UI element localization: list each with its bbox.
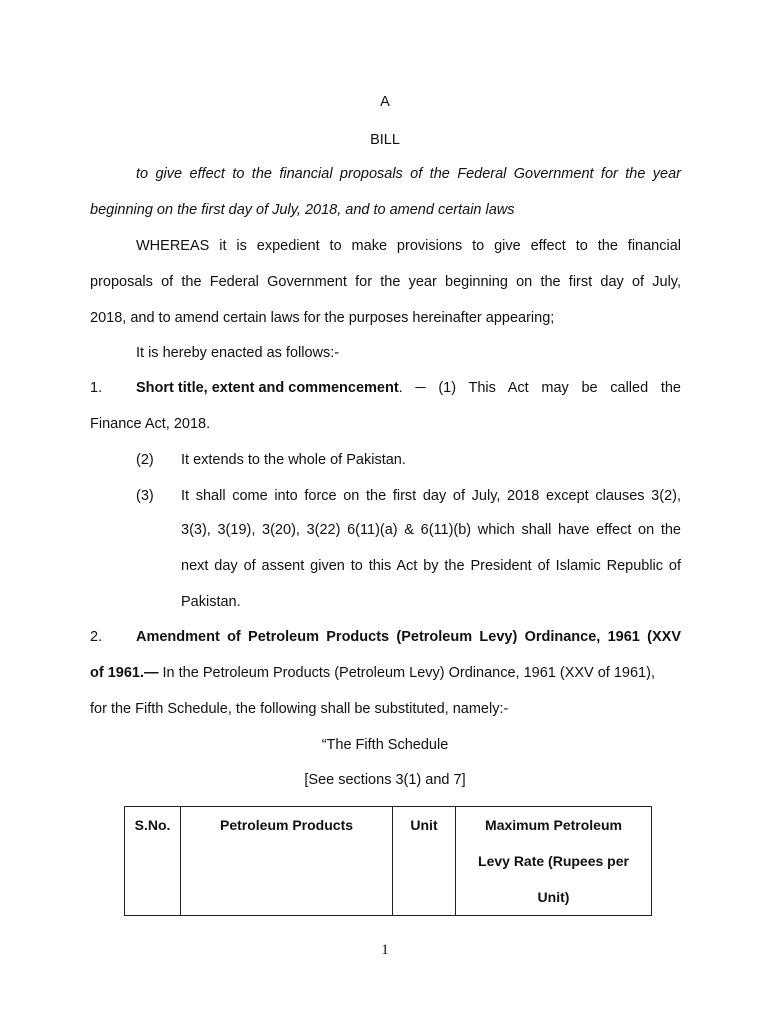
subsection-2-text: It extends to the whole of Pakistan. bbox=[181, 452, 406, 468]
schedule-title: “The Fifth Schedule bbox=[321, 737, 449, 753]
section-2-line-2 bbox=[90, 665, 655, 681]
schedule-reference: [See sections 3(1) and 7] bbox=[304, 772, 466, 788]
section-2-number: 2. bbox=[90, 629, 103, 645]
section-1-title: Short title, extent and commencement bbox=[136, 380, 399, 396]
section-1-line-2: Finance Act, 2018. bbox=[90, 416, 211, 432]
purpose-line-1: to give effect to the financial proposals of the Federal Government for the year bbox=[136, 166, 681, 182]
section-1-number: 1. bbox=[90, 380, 103, 396]
header-levy-rate-line-1: Maximum Petroleum bbox=[485, 817, 622, 833]
header-levy-rate-line-3: Unit) bbox=[537, 889, 570, 905]
header-unit: Unit bbox=[393, 807, 456, 916]
heading-a: A bbox=[380, 94, 390, 110]
section-1-heading-line bbox=[136, 380, 681, 396]
section-1-text: . ─ (1) This Act may be called the bbox=[398, 380, 681, 396]
header-levy-rate-line-2: Levy Rate (Rupees per bbox=[478, 853, 629, 869]
subsection-3-number: (3) bbox=[136, 488, 154, 504]
subsection-3-line-1: It shall come into force on the first day of July, 2018 except clauses 3(2), bbox=[181, 488, 681, 504]
fifth-schedule-table bbox=[124, 806, 652, 916]
preamble-line-3: 2018, and to amend certain laws for the purposes hereinafter appearing; bbox=[90, 310, 555, 326]
table-header-row bbox=[125, 807, 652, 916]
preamble-line-1: WHEREAS it is expedient to make provisions to give effect to the financial bbox=[136, 238, 681, 254]
header-petroleum-products: Petroleum Products bbox=[181, 807, 393, 916]
page-number: 1 bbox=[381, 942, 389, 958]
subsection-2-number: (2) bbox=[136, 452, 154, 468]
section-2-line-3: for the Fifth Schedule, the following shall be substituted, namely:- bbox=[90, 701, 509, 717]
section-2-text: In the Petroleum Products (Petroleum Levy) Ordinance, 1961 (XXV of 1961), bbox=[158, 665, 655, 681]
purpose-line-2: beginning on the first day of July, 2018, and to amend certain laws bbox=[90, 202, 515, 218]
header-levy-rate bbox=[456, 807, 652, 916]
preamble-line-2: proposals of the Federal Government for the year beginning on the first day of July, bbox=[90, 274, 681, 290]
section-2-title-line-2: of 1961.— bbox=[90, 665, 159, 681]
heading-bill: BILL bbox=[370, 132, 400, 148]
subsection-3-line-2: 3(3), 3(19), 3(20), 3(22) 6(11)(a) & 6(11)(b) which shall have effect on the bbox=[181, 522, 681, 538]
section-2-title-line-1: Amendment of Petroleum Products (Petroleum Levy) Ordinance, 1961 (XXV bbox=[136, 629, 681, 645]
subsection-3-line-3: next day of assent given to this Act by the President of Islamic Republic of bbox=[181, 558, 681, 574]
enacting-clause: It is hereby enacted as follows:- bbox=[136, 345, 340, 361]
header-sno: S.No. bbox=[125, 807, 181, 916]
subsection-3-line-4: Pakistan. bbox=[181, 594, 241, 610]
